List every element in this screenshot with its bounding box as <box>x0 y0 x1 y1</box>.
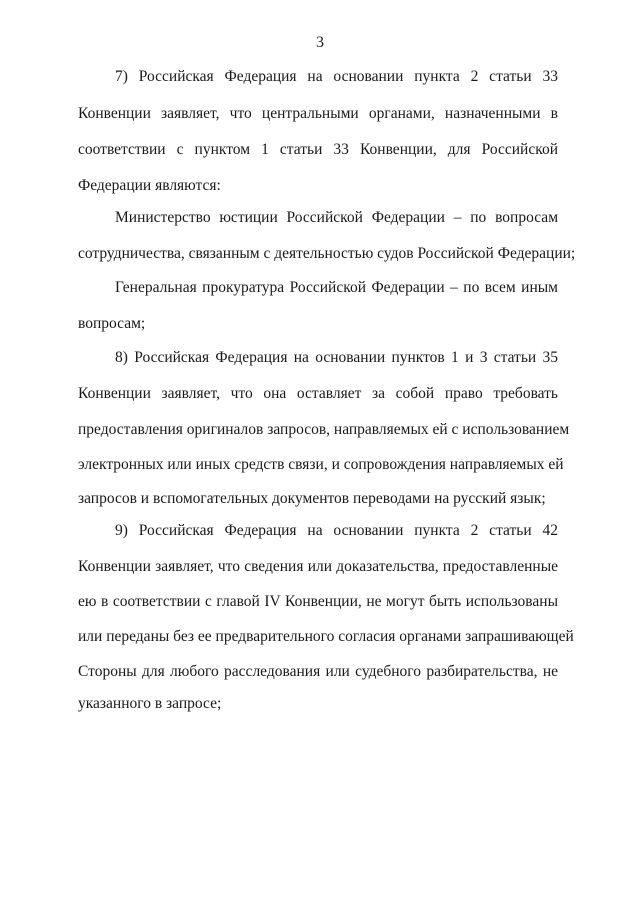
text-line: 8) Российская Федерация на основании пунктов 1 и 3 статьи 35 <box>115 349 558 366</box>
text-line: Конвенции заявляет, что сведения или доказательства, предоставленные <box>78 558 558 575</box>
text-line: предоставления оригиналов запросов, направляемых ей с использованием <box>78 421 570 438</box>
page-number: 3 <box>316 34 324 51</box>
text-line: Федерации являются: <box>78 177 221 194</box>
text-line: сотрудничества, связанным с деятельностью судов Российской Федерации; <box>78 245 576 262</box>
text-line: соответствии с пунктом 1 статьи 33 Конвенции, для Российской <box>78 141 558 158</box>
text-line: ею в соответствии с главой IV Конвенции, не могут быть использованы <box>78 593 558 610</box>
text-line: 7) Российская Федерация на основании пункта 2 статьи 33 <box>115 68 558 85</box>
text-line: или переданы без ее предварительного согласия органами запрашивающей <box>78 628 574 645</box>
text-line: Генеральная прокуратура Российской Федерации – по всем иным <box>115 279 558 296</box>
text-line: Конвенции заявляет, что она оставляет за собой право требовать <box>78 385 558 402</box>
text-line: указанного в запросе; <box>78 695 222 712</box>
text-line: Министерство юстиции Российской Федерации – по вопросам <box>115 209 558 226</box>
text-line: Стороны для любого расследования или судебного разбирательства, не <box>78 663 558 680</box>
text-line: Конвенции заявляет, что центральными органами, назначенными в <box>78 105 558 122</box>
text-line: 9) Российская Федерация на основании пункта 2 статьи 42 <box>115 522 558 539</box>
text-line: электронных или иных средств связи, и сопровождения направляемых ей <box>78 456 564 473</box>
text-line: вопросам; <box>78 315 146 332</box>
text-line: запросов и вспомогательных документов переводами на русский язык; <box>78 490 546 507</box>
